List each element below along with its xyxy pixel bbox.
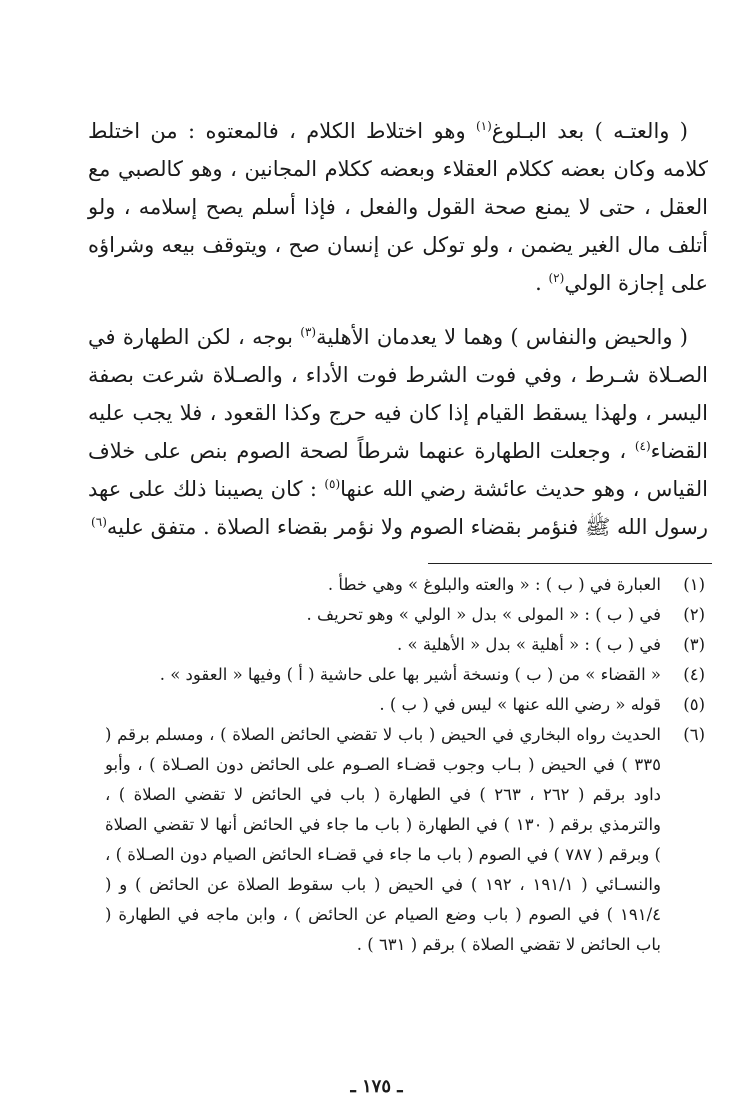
footnote-number: (٦) xyxy=(683,725,705,744)
footnotes xyxy=(105,570,705,960)
footnote-ref-6: (٦) xyxy=(91,515,107,529)
paragraph-2-text-c: ، وجعلت الطهارة عنهما شرطاً لصحة الصوم بنص على خلاف القياس ، وهو حديث عائشة رضي الله عنها xyxy=(88,439,708,501)
footnote-ref-5: (٥) xyxy=(324,477,341,491)
footnote-ref-1: (١) xyxy=(475,119,492,133)
paragraph-2-text-b: بوجه ، لكن الطهارة في الصـلاة شـرط ، وفي فوت الشرط فوت الأداء ، والصـلاة شرعت بصفة اليسر ، ولهذا يسقط القيام إذا كان فيه حرج وكذا القعود ، فلا يجب عليه القضاء xyxy=(88,325,709,463)
footnote xyxy=(105,600,705,630)
footnote xyxy=(105,660,705,690)
footnote-number: (٢) xyxy=(683,605,705,624)
footnote-text: العبارة في ( ب ) : « والعته والبلوغ » وهي خطأ . xyxy=(327,575,661,594)
paragraph-2-text-d: : كان يصيبنا ذلك على عهد رسول الله ﷺ فنؤمر بقضاء الصوم ولا نؤمر بقضاء الصلاة . متفق عليه xyxy=(88,477,708,539)
footnote-ref-4: (٤) xyxy=(634,439,651,453)
footnote xyxy=(105,630,705,660)
paragraph-1-text-b: وهو اختلاط الكلام ، فالمعتوه : من اختلط كلامه وكان بعضه ككلام العقلاء وبعضه ككلام المجانين ، وهو كالصبي مع العقل ، حتى لا يمنع صحة القول والفعل ، فإذا أسلم يصح إسلامه ، ولو أتلف مال الغير يضمن ، ولو توكل عن إنسان صح ، ويتوقف بيعه وشراؤه على إجازة الولي xyxy=(88,119,708,295)
paragraph-1-text-a: ( والعتـه ) بعد البـلوغ xyxy=(491,119,688,143)
footnote-number: (٤) xyxy=(683,665,705,684)
footnote-separator xyxy=(428,563,712,564)
footnote-ref-3: (٣) xyxy=(300,325,317,339)
footnote-number: (٥) xyxy=(683,695,705,714)
footnote-number: (٣) xyxy=(683,635,705,654)
footnote xyxy=(105,570,705,600)
footnote-ref-2: (٢) xyxy=(548,271,565,285)
paragraph-2 xyxy=(88,318,708,546)
footnote-text: قوله « رضي الله عنها » ليس في ( ب ) . xyxy=(379,695,661,714)
paragraph-1 xyxy=(88,112,708,302)
page-number: ـ ١٧٥ ـ xyxy=(350,1076,403,1097)
footnote xyxy=(105,690,705,720)
footnote xyxy=(105,720,705,960)
footnote-text: « القضاء » من ( ب ) ونسخة أشير بها على حاشية ( أ ) وفيها « العقود » . xyxy=(159,665,661,684)
main-text xyxy=(88,112,708,562)
paragraph-2-text-a: ( والحيض والنفاس ) وهما لا يعدمان الأهلية xyxy=(316,325,688,349)
paragraph-1-text-c: . xyxy=(535,271,549,295)
footnote-text: في ( ب ) : « المولى » بدل « الولي » وهو تحريف . xyxy=(306,605,661,624)
footnote-text: الحديث رواه البخاري في الحيض ( باب لا تقضي الحائض الصلاة ) ، ومسلم برقم ( ٣٣٥ ) في الحيض ( بـاب وجوب قضـاء الصـوم على الحائض دون الصـلاة ) ، وأبو داود برقم ( ٢٦٢ ، ٢٦٣ ) في الطهارة ( باب في الحائض لا تقضي الصلاة ) ، والترمذي برقم ( ١٣٠ ) في الطهارة ( باب ما جاء في الحائض أنها لا تقضي الصلاة ) وبرقم ( ٧٨٧ ) في الصوم ( باب ما جاء في قضـاء الحائض الصيام دون الصـلاة ) ، والنسـائي ( ١٩١/١ ، ١٩٢ ) في الحيض ( باب سقوط الصلاة عن الحائض ) و ( ١٩١/٤ ) في الصوم ( باب وضع الصيام عن الحائض ) ، وابن ماجه في الطهارة ( باب الحائض لا تقضي الصلاة ) برقم ( ٦٣١ ) . xyxy=(105,725,662,954)
footnote-number: (١) xyxy=(683,575,705,594)
footnote-text: في ( ب ) : « أهلية » بدل « الأهلية » . xyxy=(397,635,661,654)
